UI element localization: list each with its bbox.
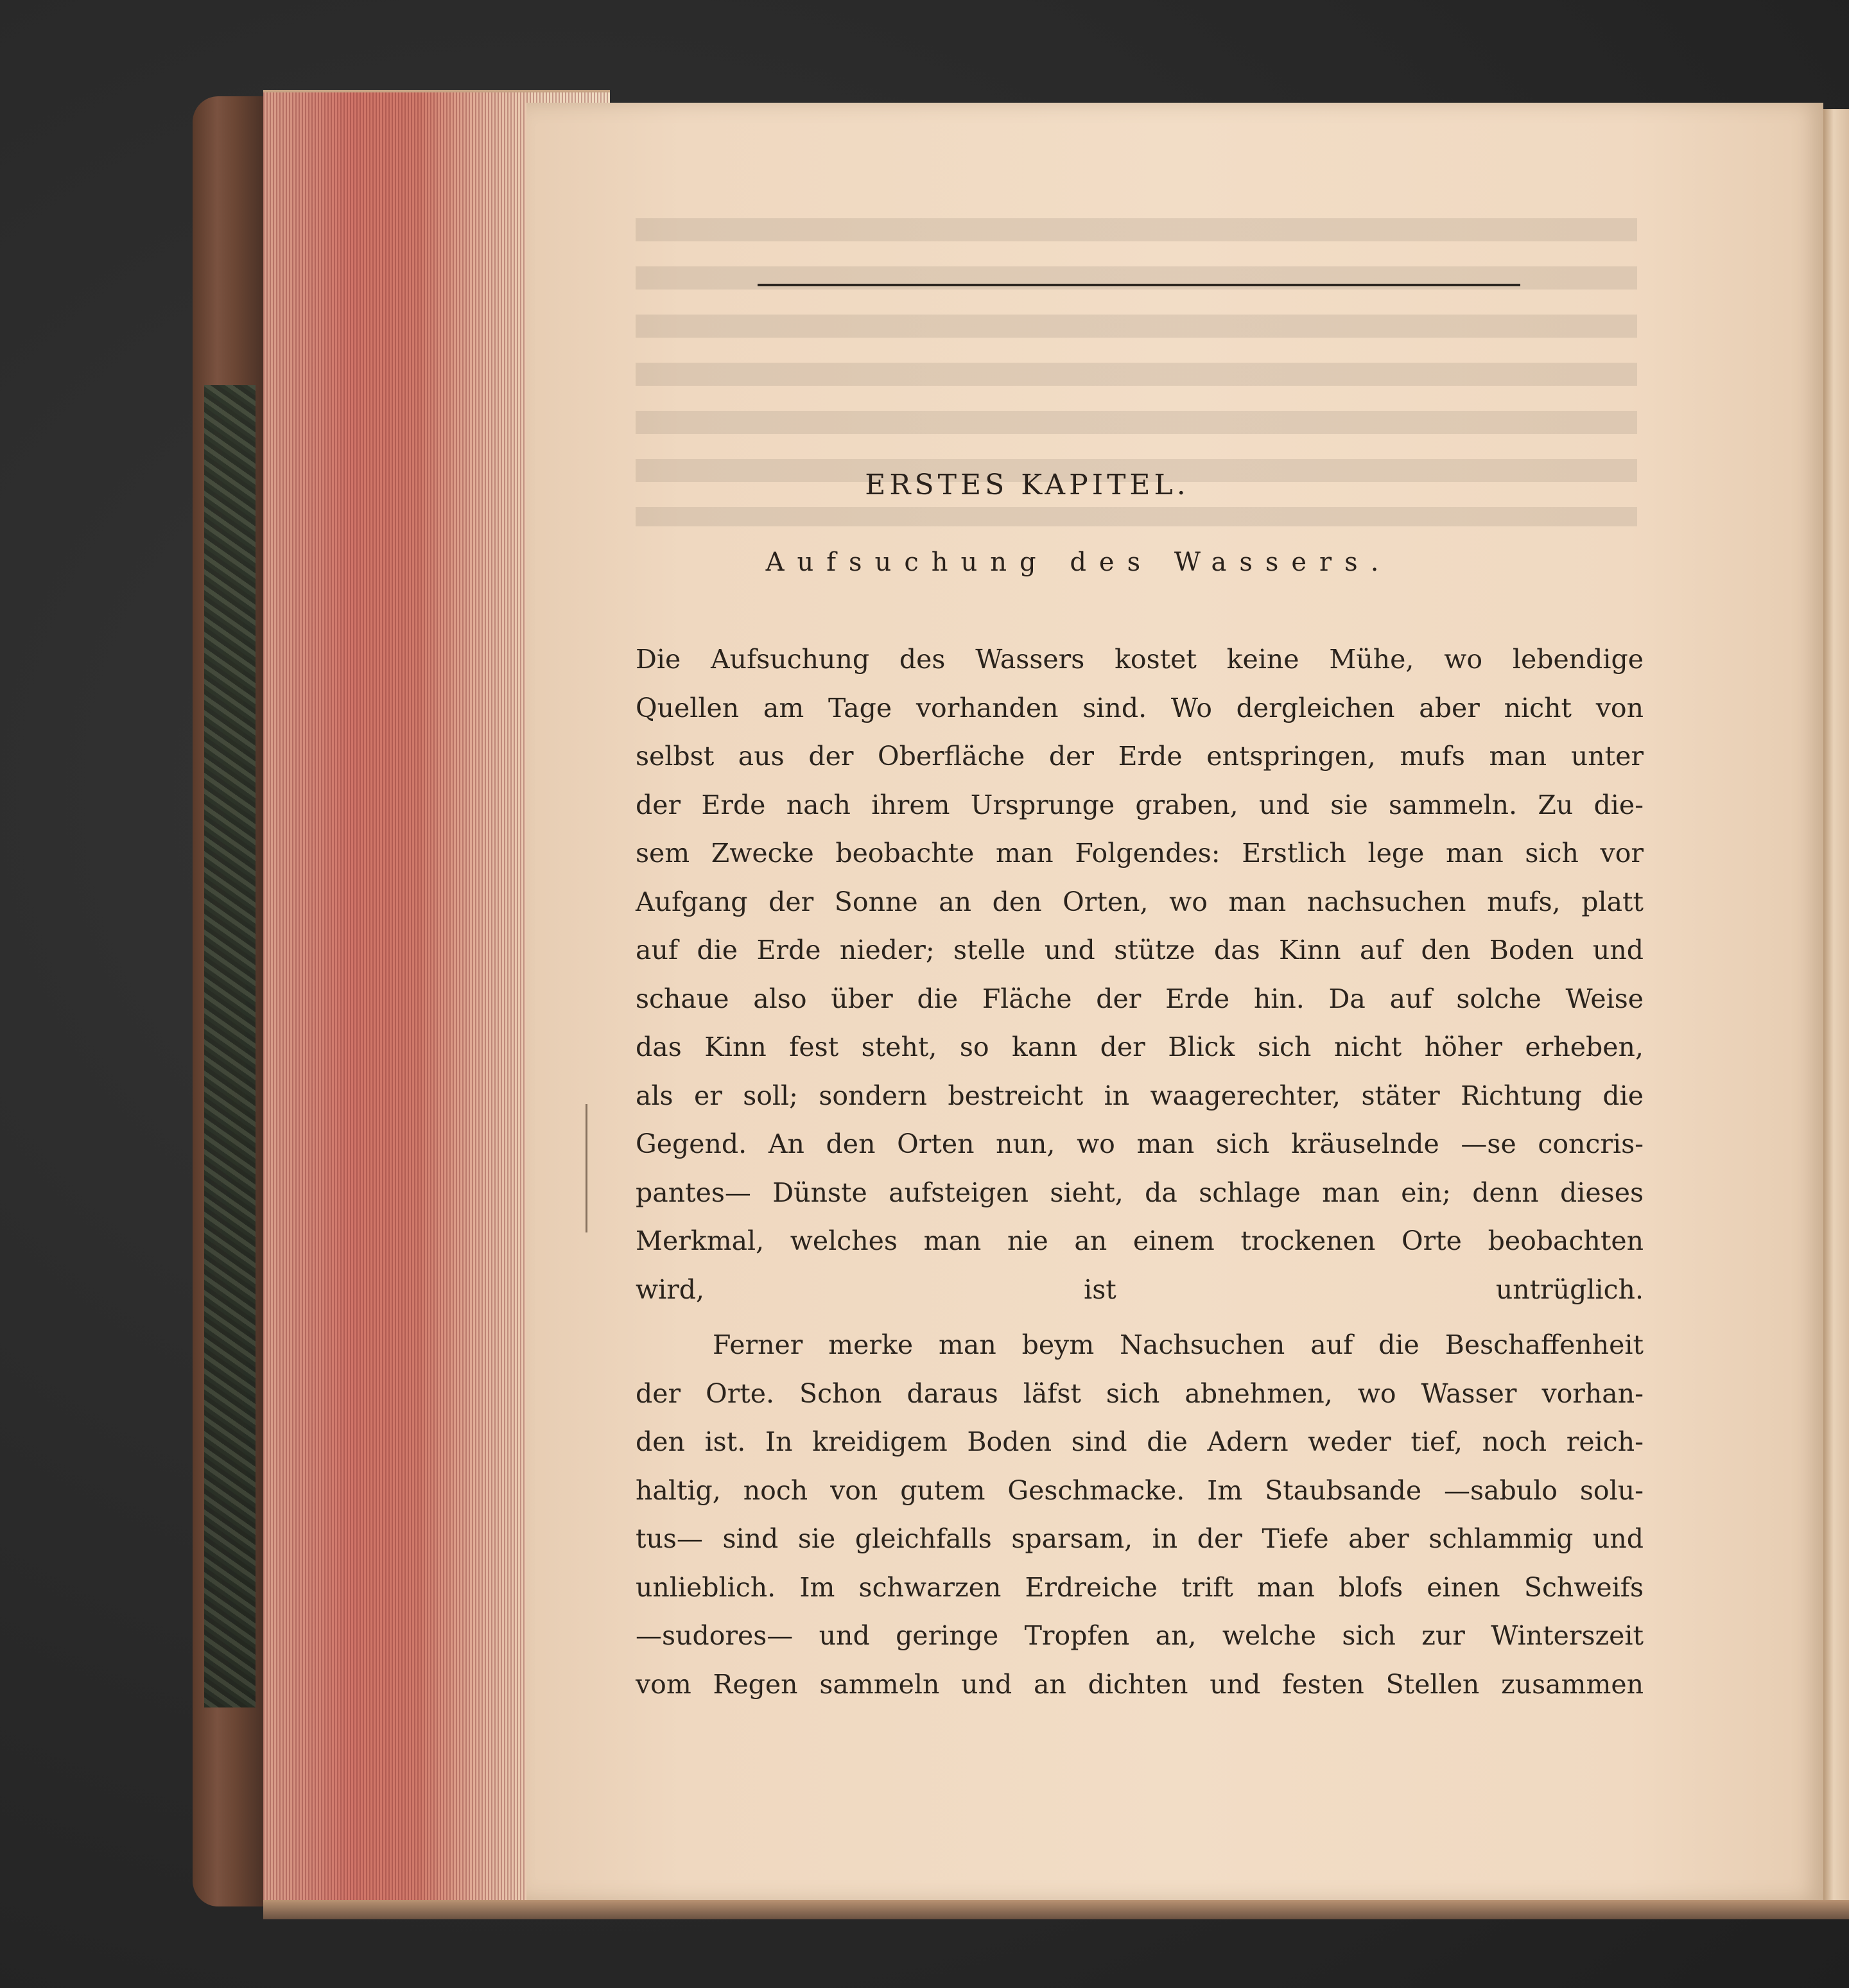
text-line: das Kinn fest steht, so kann der Blick sich nicht höher erheben, [636, 1032, 1644, 1062]
text-line: Merkmal, welches man nie an einem trockenen Orte beobachten [636, 1225, 1644, 1256]
text-line: der Erde nach ihrem Ursprunge graben, und sie sammeln. Zu die- [636, 789, 1644, 820]
paragraph-1 [636, 635, 1644, 1314]
text-line: wird, ist untrüglich. [636, 1274, 1644, 1305]
text-line: haltig, noch von gutem Geschmacke. Im Staubsande —sabulo solu- [636, 1474, 1644, 1506]
text-line: schaue also über die Fläche der Erde hin. Da auf solche Weise [636, 983, 1644, 1014]
next-page-edge [1823, 109, 1849, 1906]
book-bottom-edge [263, 1900, 1849, 1919]
text-line: sem Zwecke beobachte man Folgendes: Erstlich lege man sich vor [636, 838, 1644, 869]
text-line: selbst aus der Oberfläche der Erde entspringen, mufs man unter [636, 741, 1644, 772]
chapter-title: ERSTES KAPITEL. [865, 469, 1190, 501]
text-line: Aufgang der Sonne an den Orten, wo man nachsuchen mufs, platt [636, 886, 1644, 917]
text-line: vom Regen sammeln und an dichten und festen Stellen zusammen [636, 1668, 1644, 1700]
text-line: als er soll; sondern bestreicht in waagerechter, stäter Richtung die [636, 1080, 1644, 1111]
text-line: Die Aufsuchung des Wassers kostet keine Mühe, wo lebendige [636, 644, 1644, 675]
header-rule [758, 284, 1520, 286]
text-line: —sudores— und geringe Tropfen an, welche sich zur Winterszeit [636, 1620, 1644, 1651]
text-line: der Orte. Schon daraus läfst sich abnehmen, wo Wasser vorhan- [636, 1378, 1644, 1409]
text-line: auf die Erde nieder; stelle und stütze das Kinn auf den Boden und [636, 935, 1644, 965]
section-title: Aufsuchung des Wassers. [765, 548, 1392, 577]
text-line: tus— sind sie gleichfalls sparsam, in der Tiefe aber schlammig und [636, 1523, 1644, 1554]
paragraph-2 [636, 1321, 1644, 1709]
text-line: pantes— Dünste aufsteigen sieht, da schlage man ein; denn dieses [636, 1177, 1644, 1208]
margin-pencil-mark [586, 1104, 587, 1232]
text-line: Quellen am Tage vorhanden sind. Wo dergleichen aber nicht von [636, 692, 1644, 723]
text-line: Gegend. An den Orten nun, wo man sich kräuselnde —se concris- [636, 1128, 1644, 1159]
text-line: den ist. In kreidigem Boden sind die Adern weder tief, noch reich- [636, 1426, 1644, 1457]
text-line: Ferner merke man beym Nachsuchen auf die Beschaffenheit [713, 1329, 1644, 1360]
marbled-endpaper [204, 385, 256, 1707]
text-line: unlieblich. Im schwarzen Erdreiche trift man blofs einen Schweifs [636, 1571, 1644, 1603]
